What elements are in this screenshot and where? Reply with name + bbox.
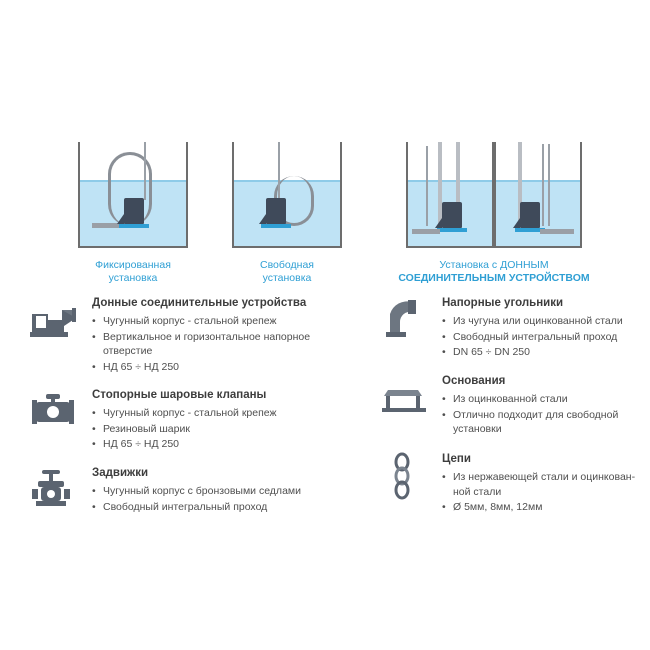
gate-valve-icon — [28, 468, 84, 514]
caption-line-2: установка — [262, 272, 312, 284]
lifting-chain — [426, 146, 428, 226]
bottom-coupling — [437, 228, 467, 232]
caption-line-1: Фиксированная — [95, 259, 171, 271]
power-cable — [278, 142, 280, 198]
caption-line-2: установка — [108, 272, 158, 284]
list-item: • Чугунный корпус - стальной крепеж — [92, 314, 328, 329]
water-line — [496, 180, 580, 182]
feature-title: Задвижки — [92, 467, 149, 479]
diagram-fixed-installation-tank — [78, 142, 188, 248]
list-item: • Ø 5мм, 8мм, 12мм — [442, 500, 648, 515]
feature-base-stand — [378, 374, 648, 438]
lifting-chain — [542, 144, 544, 226]
pump-base — [119, 224, 149, 228]
feature-ball-check-valve — [28, 388, 328, 452]
feature-gate-valve — [28, 466, 328, 530]
list-item: • Чугунный корпус - стальной крепеж — [92, 406, 328, 421]
list-item: • Чугунный корпус с бронзовыми седлами — [92, 484, 328, 499]
feature-chain — [378, 452, 648, 516]
caption-line-1: Установка с ДОННЫМ — [439, 259, 549, 271]
feature-list — [442, 470, 648, 515]
list-item: • Свободный интегральный проход — [92, 500, 328, 515]
features-right-column — [378, 296, 648, 530]
feature-list — [442, 392, 648, 437]
list-item: • Из чугуна или оцинкованной стали — [442, 314, 648, 329]
list-item: • Из оцинкованной стали — [442, 392, 648, 407]
installation-diagrams — [0, 128, 650, 288]
feature-title: Основания — [442, 375, 506, 387]
feature-list — [442, 314, 648, 360]
submersible-pump — [442, 202, 462, 228]
caption-free-installation — [214, 259, 360, 285]
list-item: • Свободный интегральный проход — [442, 330, 648, 345]
feature-discharge-elbow — [378, 296, 648, 360]
feature-title: Стопорные шаровые клапаны — [92, 389, 267, 401]
list-item: • Отлично подходит для свободной установки — [442, 408, 648, 437]
list-item: • Из нержавеющей стали и оцинкован-ной стали — [442, 470, 648, 499]
discharge-pipe — [412, 229, 440, 234]
water-line — [408, 180, 492, 182]
chain-icon — [378, 454, 434, 500]
feature-list — [92, 314, 328, 374]
diagram-free-installation-tank — [232, 142, 342, 248]
list-item: • DN 65 ÷ DN 250 — [442, 345, 648, 360]
bottom-coupling-icon — [28, 298, 84, 344]
list-item: • НД 65 ÷ НД 250 — [92, 437, 328, 452]
feature-list — [92, 406, 328, 452]
list-item: • Вертикальное и горизонтальное напорное отверстие — [92, 330, 328, 359]
feature-title: Донные соединительные устройства — [92, 297, 307, 309]
caption-bottom-coupling-installation — [378, 259, 610, 285]
ball-check-valve-icon — [28, 390, 84, 436]
submersible-pump — [124, 198, 144, 224]
list-item: • НД 65 ÷ НД 250 — [92, 360, 328, 375]
base-stand-icon — [378, 376, 434, 422]
feature-title: Напорные угольники — [442, 297, 564, 309]
discharge-pipe — [540, 229, 574, 234]
features-left-column — [28, 296, 328, 544]
caption-line-2: СОЕДИНИТЕЛЬНЫМ УСТРОЙСТВОМ — [398, 272, 590, 284]
feature-list — [92, 484, 328, 514]
submersible-pump — [266, 198, 286, 224]
diagram-bottom-coupling-tank-rails — [406, 142, 494, 248]
submersible-pump — [520, 202, 540, 228]
pump-base — [261, 224, 291, 228]
diagram-bottom-coupling-tank-chain — [494, 142, 582, 248]
list-item: • Резиновый шарик — [92, 422, 328, 437]
lifting-chain — [548, 144, 550, 226]
power-cable — [144, 142, 146, 200]
caption-line-1: Свободная — [260, 259, 314, 271]
feature-bottom-coupling — [28, 296, 328, 374]
caption-fixed-installation — [60, 259, 206, 285]
discharge-elbow-icon — [378, 298, 434, 344]
feature-title: Цепи — [442, 453, 471, 465]
